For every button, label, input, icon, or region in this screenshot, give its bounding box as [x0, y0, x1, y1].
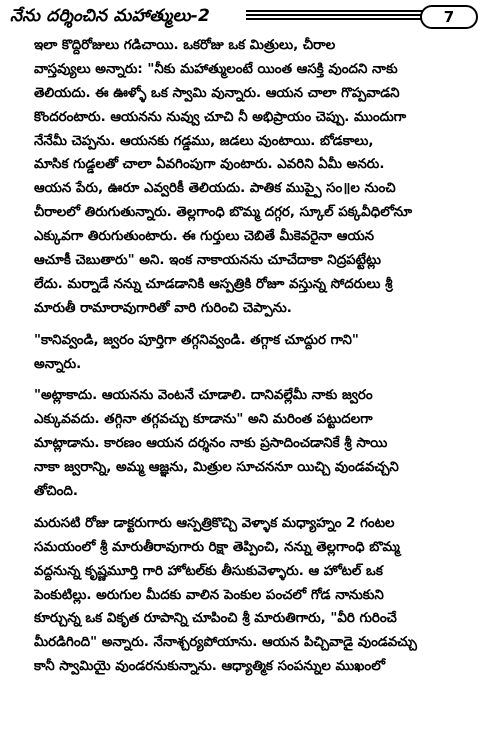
- text-line: మరుసటి రోజు డాక్టరుగారు ఆస్పత్రికొచ్చి వెళ్ళాక మధ్యాహ్నం 2 గంటల: [34, 515, 395, 531]
- text-line: మారుతీ రామారావుగారితో వారి గురించి చెప్పాను.: [34, 300, 292, 316]
- text-line: ఆచూకీ చెబుతారు" అని. ఇంక నాకాయనను చూచేదాకా నిద్రపట్టేట్లు: [34, 253, 381, 269]
- text-line: సమయంలో శ్రీ మారుతీరావుగారు రిక్షా తెప్పించి, నన్ను తెల్లగాంధి బొమ్మ: [34, 539, 400, 555]
- text-line: మాసిక గుడ్డలతో చాలా ఏవగింపుగా వుంటారు. ఎవరిని ఏమీ అనరు.: [34, 157, 385, 173]
- text-line: తోచింది.: [34, 484, 78, 500]
- book-title: నేను దర్శించిన మహాత్ములు-2: [10, 6, 216, 30]
- paragraph-gap: [34, 504, 472, 512]
- text-line: చీరాలలో తిరుగుతున్నారు. తెల్లగాంధి బొమ్మ దగ్గర, స్కూల్ పక్కవీధిలోనూ: [34, 205, 413, 221]
- paragraph: [34, 384, 472, 503]
- text-line: నేనేమీ చెప్పను. ఆయనకు గడ్డము, జడలు వుంటాయి. బోడకాలు,: [34, 133, 374, 149]
- text-line: అన్నారు.: [34, 356, 82, 372]
- paragraph-gap: [34, 376, 472, 384]
- text-line: వద్దనున్న కృష్ణమూర్తి గారి హోటల్‌కు తీసుకువెళ్ళారు. ఆ హోటల్ ఒక: [34, 563, 383, 579]
- body-text: [34, 34, 472, 679]
- text-line: నాకా జ్వరాన్ని, అమ్మ ఆజ్ఞను, మిత్రుల సూచననూ యిచ్చి వుండవచ్చని: [34, 460, 399, 476]
- text-line: కొందరంటారు. ఆయనను నువ్వు చూచి నీ అభిప్రాయం చెప్పు. ముందుగా: [34, 109, 407, 125]
- text-line: మీరడిగింది" అన్నారు. నేనాశ్చర్యపోయాను. ఆయన పిచ్చివాడై వుండవచ్చు: [34, 635, 417, 651]
- paragraph-gap: [34, 321, 472, 329]
- running-header: [8, 4, 492, 34]
- text-line: కానీ స్వామియై వుండరనుకున్నాను. ఆధ్యాత్మిక సంపన్నుల ముఖంలో: [34, 659, 385, 675]
- text-line: ఆయన పేరు, ఊరూ ఎవ్వరికీ తెలియదు. పాతిక ముప్పై సం॥ల నుంచి: [34, 181, 396, 197]
- text-line: వాస్తవ్యులు అన్నారు: "నీకు మహాత్ములంటే యింత ఆసక్తి వుందని నాకు: [34, 61, 398, 77]
- text-line: పెంకుటిల్లు. అరుగుల మీదకు వాలిన పెంకుల పంచలో గోడ నానుకుని: [34, 587, 384, 603]
- text-line: తెలియదు. ఈ ఊళ్ళో ఒక స్వామి వున్నారు. ఆయన చాలా గొప్పవాడని: [34, 85, 400, 101]
- text-line: మాట్లాడాను. కారణం ఆయన దర్శనం నాకు ప్రసాదించడానికే శ్రీ సాయి: [34, 436, 388, 452]
- page-number: 7: [420, 5, 478, 29]
- text-line: ఎక్కువవదు. తగ్గినా తగ్గవచ్చు కూడాను" అని మరింత పట్టుదలగా: [34, 412, 373, 428]
- paragraph: [34, 329, 472, 377]
- paragraph: [34, 512, 472, 679]
- paragraph: [34, 34, 472, 321]
- text-line: కూర్చున్న ఒక వికృత రూపాన్ని చూపించి శ్రీ మారుతిగారు, "వీరి గురించే: [34, 611, 397, 627]
- text-line: ఎక్కువగా తిరుగుతుంటారు. ఈ గుర్తులు చెబితే మీకెవరైనా ఆయన: [34, 229, 375, 245]
- text-line: లేదు. మర్నాడే నన్ను చూడడానికి ఆస్పత్రికి రోజూ వస్తున్న సోదరులు శ్రీ: [34, 276, 393, 292]
- text-line: "అట్లాకాదు. ఆయనను వెంటనే చూడాలి. దానివల్లేమీ నాకు జ్వరం: [34, 388, 373, 404]
- header-rule-lines: [246, 10, 424, 24]
- text-line: ఇలా కొద్దిరోజులు గడిచాయి. ఒకరోజు ఒక మిత్రులు, చీరాల: [34, 38, 336, 53]
- text-line: "కానివ్వండి, జ్వరం పూర్తిగా తగ్గనివ్వండి. తగ్గాక చూద్దుర గాని": [34, 332, 359, 348]
